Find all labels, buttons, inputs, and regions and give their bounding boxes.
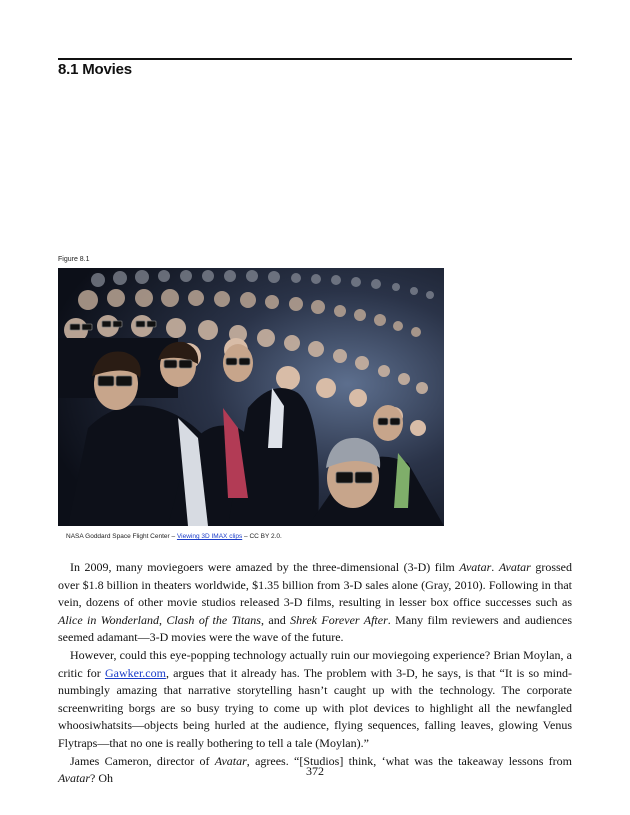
page-number: 372 xyxy=(306,764,324,778)
figure-credit xyxy=(66,533,282,540)
heading-rule xyxy=(58,58,572,60)
section-title: 8.1 Movies xyxy=(58,61,132,78)
credit-suffix: – CC BY 2.0. xyxy=(242,533,282,540)
gawker-link[interactable]: Gawker.com xyxy=(104,665,166,680)
credit-prefix: NASA Goddard Space Flight Center – xyxy=(66,533,177,540)
credit-link[interactable]: Viewing 3D IMAX clips xyxy=(176,533,243,540)
paragraph-3: James Cameron, director of Avatar, agrees. “[Studios] think, ‘what was the takeaway lessons from Avatar? Oh xyxy=(58,753,573,786)
figure-photo xyxy=(58,268,444,526)
paragraph-1: In 2009, many moviegoers were amazed by the three-dimensional (3-D) film Avatar. Avatar grossed over $1.8 billion in theaters worldwide, $1.35 billion from 3-D sales alone (Gray, 2010). Following in that vein, dozens of other movie studios released 3-D films, resulting in lesser box office successes such as Alice in Wonderland, Clash of the Titans, and Shrek Forever After. Many film reviewers and audiences seemed adamant—3-D movies were the wave of the future. xyxy=(58,560,573,645)
body-text xyxy=(58,559,572,788)
paragraph-2: However, could this eye-popping technology actually ruin our moviegoing experience? Brian Moylan, a critic for Gawker.com, argues that it already has. The problem with 3-D, he says, is that “It is so mind-numbingly amazing that narrative storytelling hasn’t caught up with the technology. The corporate screenwriting borgs are so busy trying to come up with plot devices to highlight all the newfangled whoosiwhatsits—objects being hurled at the audience, flying sequences, falling leaves, glowing Venus Flytraps—that no one is really bothering to tell a tale (Moylan).” xyxy=(58,647,572,750)
figure-label: Figure 8.1 xyxy=(58,256,90,263)
